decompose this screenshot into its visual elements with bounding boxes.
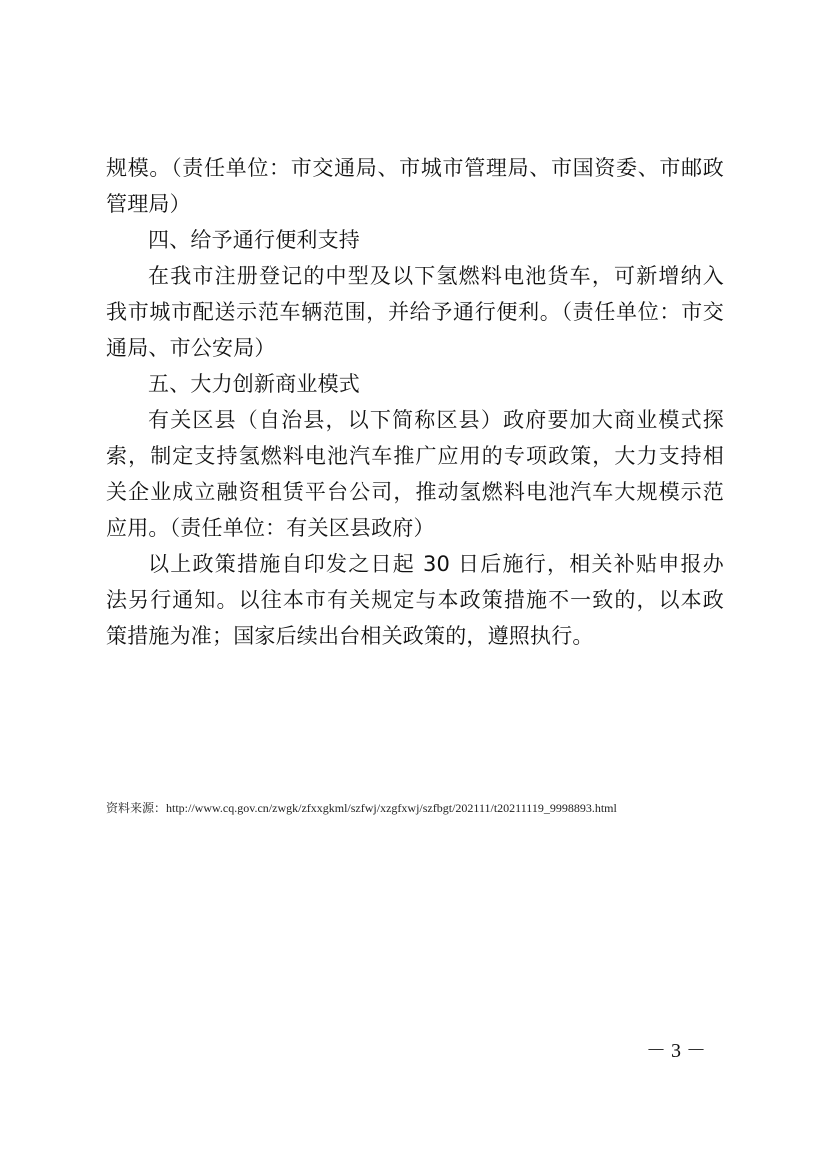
paragraph-line: 通局、市公安局） [106,336,276,360]
paragraph-line: 索，制定支持氢燃料电池汽车推广应用的专项政策，大力支持相 [106,444,724,468]
paragraph-line: 规模。（责任单位：市交通局、市城市管理局、市国资委、市邮政 [106,156,724,180]
paragraph-line: 管理局） [106,192,191,216]
paragraph-line: 有关区县（自治县，以下简称区县）政府要加大商业模式探 [148,408,724,432]
paragraph-line: 我市城市配送示范车辆范围，并给予通行便利。（责任单位：市交 [106,300,724,324]
section-heading: 四、给予通行便利支持 [148,228,360,252]
paragraph-line: 关企业成立融资租赁平台公司，推动氢燃料电池汽车大规模示范 [106,480,724,504]
source-note [106,800,617,816]
source-label: 资料来源： [106,801,167,815]
document-body [106,150,724,654]
source-url: http://www.cq.gov.cn/zwgk/zfxxgkml/szfwj/xzgfxwj/szfbgt/202111/t20211119_9998893.html [166,801,617,815]
paragraph-line: 法另行通知。以往本市有关规定与本政策措施不一致的，以本政 [106,588,724,612]
section-heading: 五、大力创新商业模式 [148,372,360,396]
paragraph-line: 应用。（责任单位：有关区县政府） [106,516,435,540]
paragraph-line: 在我市注册登记的中型及以下氢燃料电池货车，可新增纳入 [148,264,724,288]
paragraph-line: 策措施为准；国家后续出台相关政策的，遵照执行。 [106,624,594,648]
paragraph-line: 以上政策措施自印发之日起 30 日后施行，相关补贴申报办 [148,552,724,576]
page-number: － 3 － [646,1040,706,1062]
